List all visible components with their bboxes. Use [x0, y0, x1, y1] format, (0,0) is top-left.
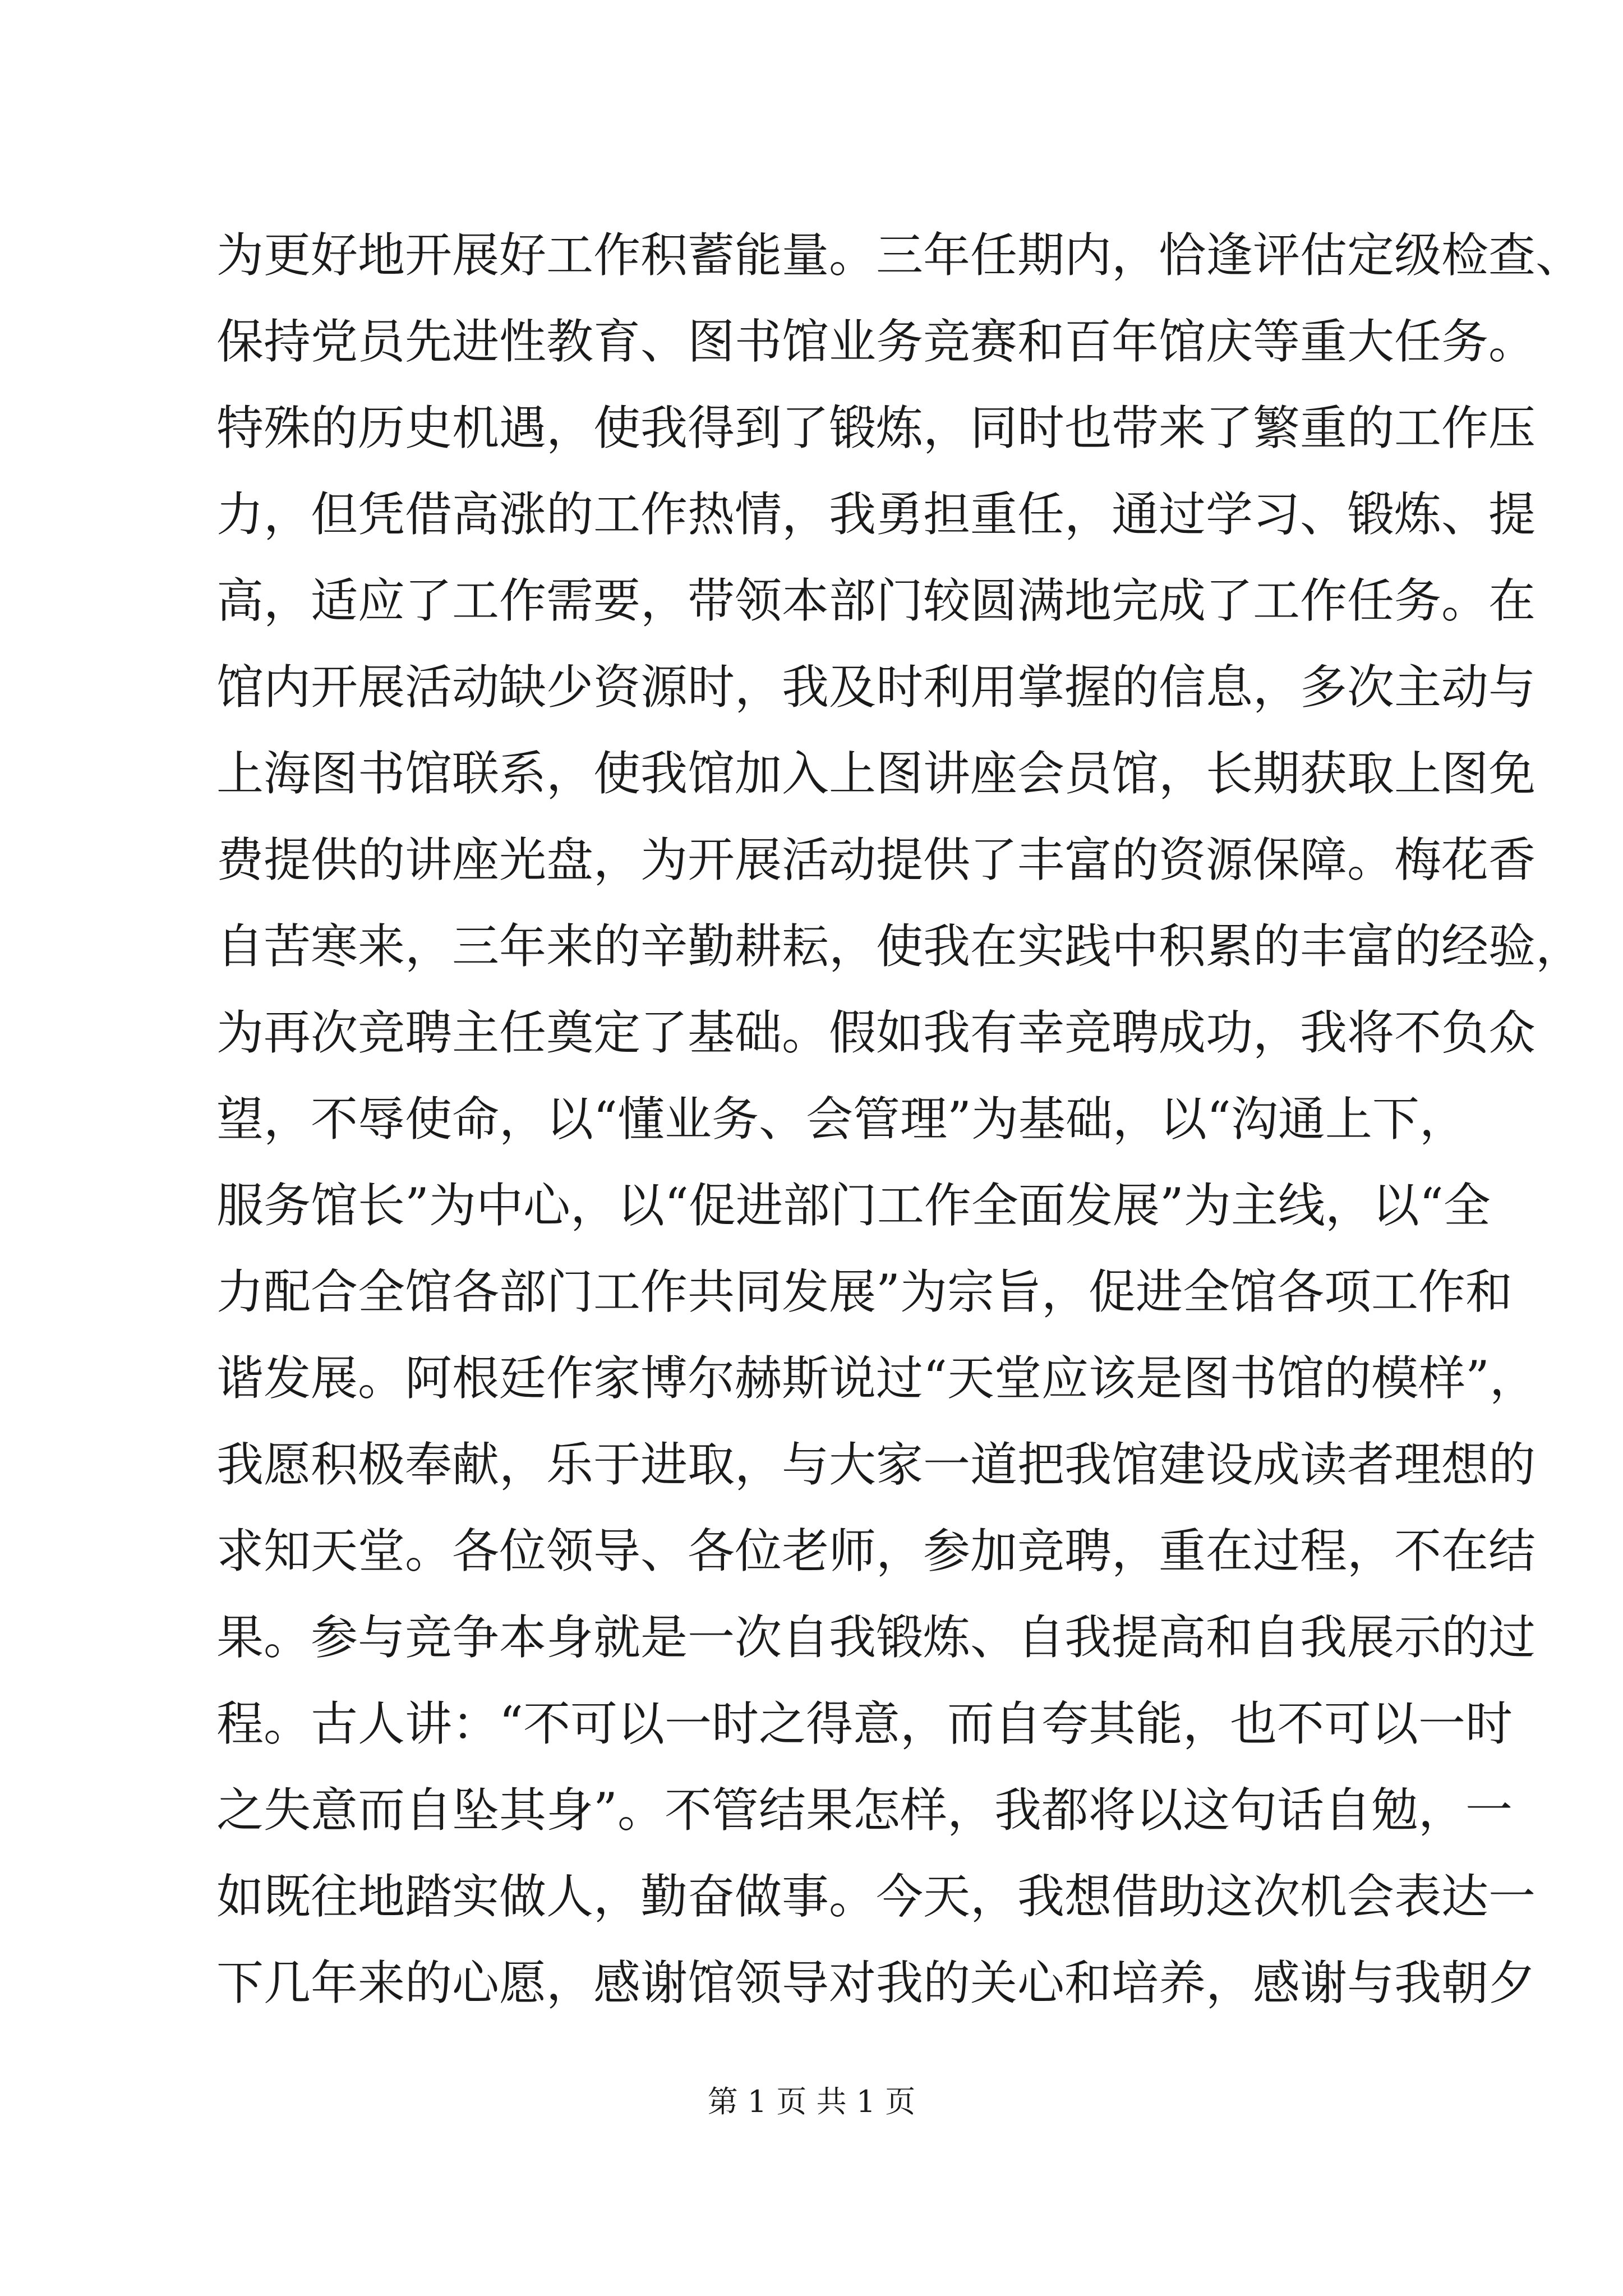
text-line: 我愿积极奉献，乐于进取，与大家一道把我馆建设成读者理想的: [216, 1437, 1536, 1492]
text-line: 为更好地开展好工作积蓄能量。三年任期内，恰逢评估定级检查、: [216, 228, 1583, 283]
text-line: 下几年来的心愿，感谢馆领导对我的关心和培养，感谢与我朝夕: [216, 1955, 1536, 2010]
text-line: 程。古人讲：“不可以一时之得意，而自夸其能，也不可以一时: [216, 1696, 1513, 1751]
text-line: 自苦寒来，三年来的辛勤耕耘，使我在实践中积累的丰富的经验，: [216, 919, 1583, 974]
text-line: 为再次竞聘主任奠定了基础。假如我有幸竞聘成功，我将不负众: [216, 1005, 1536, 1060]
text-line: 果。参与竞争本身就是一次自我锻炼、自我提高和自我展示的过: [216, 1610, 1536, 1665]
text-line: 力配合全馆各部门工作共同发展”为宗旨，促进全馆各项工作和: [216, 1264, 1513, 1319]
page-number-footer: 第 1 页 共 1 页: [707, 2084, 916, 2119]
text-line: 保持党员先进性教育、图书馆业务竞赛和百年馆庆等重大任务。: [216, 314, 1536, 369]
text-line: 高，适应了工作需要，带领本部门较圆满地完成了工作任务。在: [216, 573, 1536, 628]
text-line: 馆内开展活动缺少资源时，我及时利用掌握的信息，多次主动与: [216, 660, 1536, 715]
text-line: 望，不辱使命，以“懂业务、会管理”为基础，以“沟通上下，: [216, 1092, 1467, 1147]
text-line: 服务馆长”为中心，以“促进部门工作全面发展”为主线，以“全: [216, 1178, 1491, 1233]
text-line: 特殊的历史机遇，使我得到了锻炼，同时也带来了繁重的工作压: [216, 401, 1536, 455]
text-line: 如既往地踏实做人，勤奋做事。今天，我想借助这次机会表达一: [216, 1869, 1536, 1924]
text-line: 求知天堂。各位领导、各位老师，参加竞聘，重在过程，不在结: [216, 1524, 1536, 1579]
text-line: 之失意而自坠其身”。不管结果怎样，我都将以这句话自勉，一: [216, 1783, 1513, 1838]
text-line: 费提供的讲座光盘，为开展活动提供了丰富的资源保障。梅花香: [216, 832, 1536, 887]
body-text: [216, 212, 1583, 2026]
text-line: 力，但凭借高涨的工作热情，我勇担重任，通过学习、锻炼、提: [216, 487, 1536, 542]
text-line: 上海图书馆联系，使我馆加入上图讲座会员馆，长期获取上图免: [216, 746, 1536, 801]
text-line: 谐发展。阿根廷作家博尔赫斯说过“天堂应该是图书馆的模样”，: [216, 1351, 1537, 1406]
